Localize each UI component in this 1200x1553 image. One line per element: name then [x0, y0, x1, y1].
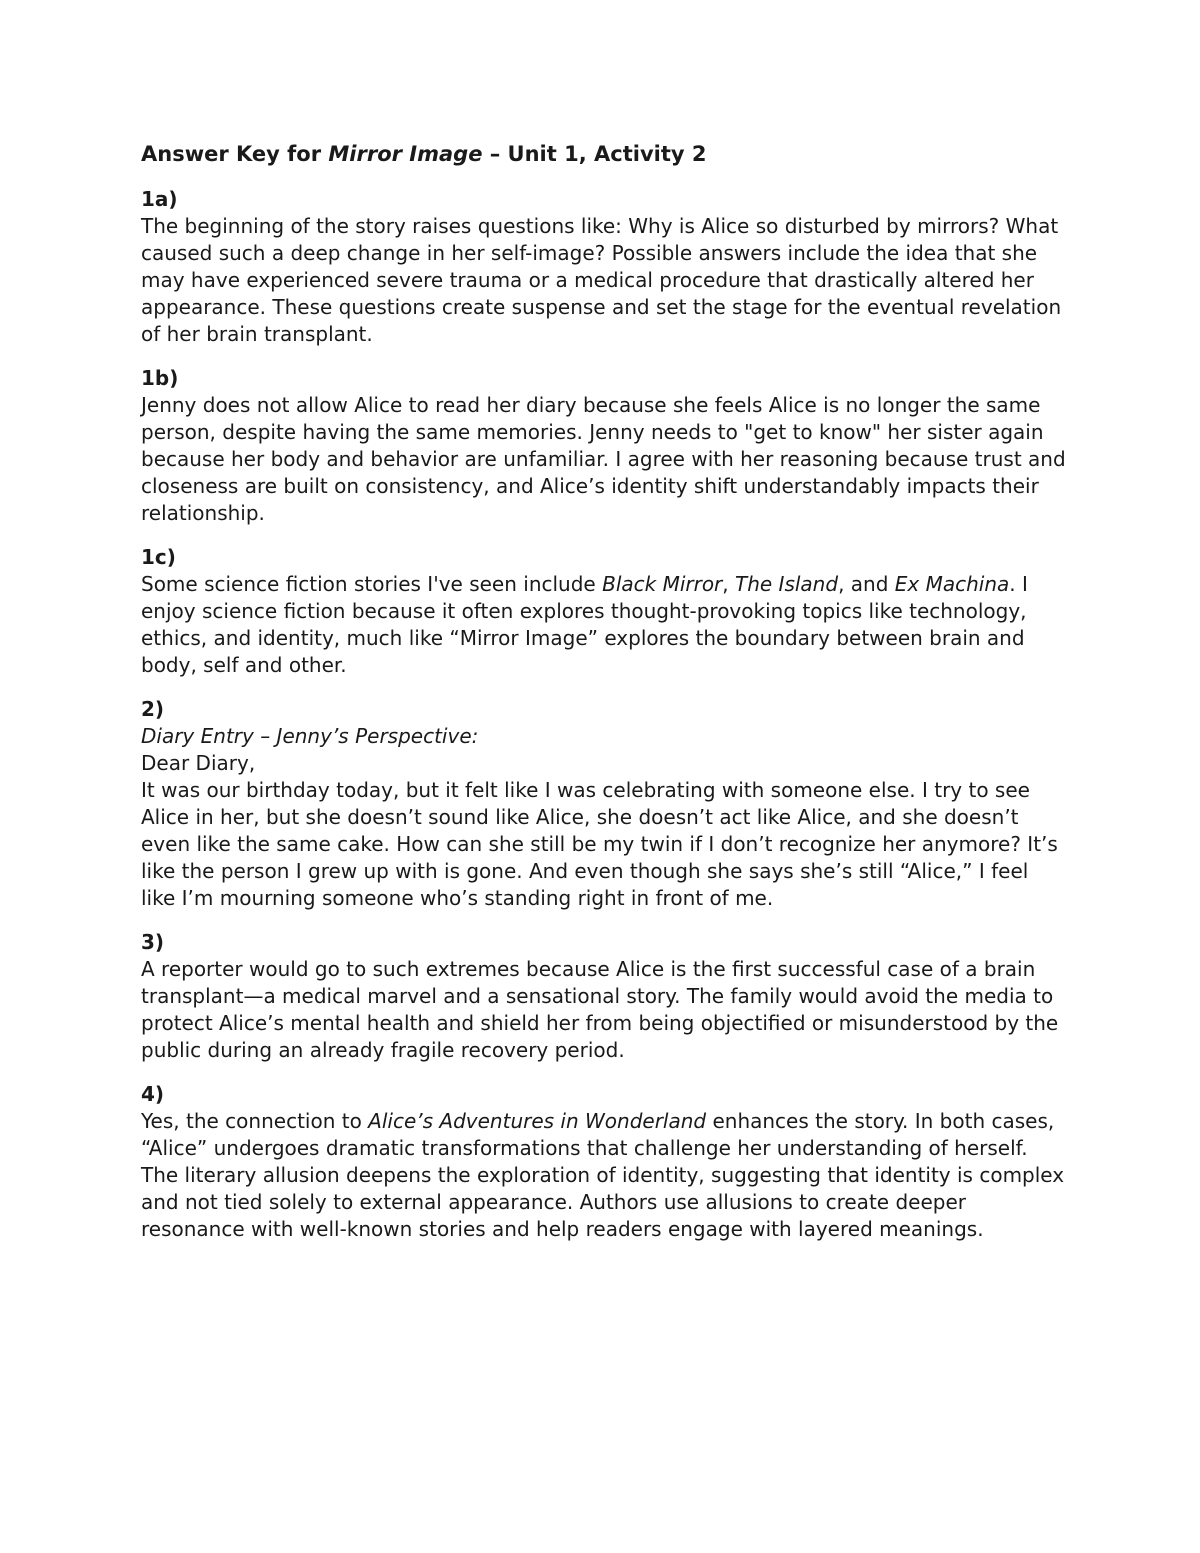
answer-section-1a [141, 186, 1066, 348]
section-label: 3) [141, 930, 165, 954]
answer-section-3 [141, 929, 1066, 1064]
title-suffix: – Unit 1, Activity 2 [482, 142, 707, 166]
section-label: 1b) [141, 366, 179, 390]
answer-text: A reporter would go to such extremes because Alice is the first successful case of a brain transplant—a medical marvel and a sensational story. The family would avoid the media to protect Alice’s mental health and shield her from being objectified or misunderstood by the public during an already fragile recovery period. [141, 957, 1059, 1062]
title-black-mirror: Black Mirror [602, 572, 723, 596]
title-prefix: Answer Key for [141, 142, 329, 166]
diary-greeting: Dear Diary, [141, 751, 256, 775]
answer-text [141, 571, 1066, 679]
answer-text: The beginning of the story raises questions like: Why is Alice so disturbed by mirrors? What caused such a deep change in her self-image? Possible answers include the idea that she may have experienced severe trauma or a medical procedure that drastically altered her appearance. These questions create suspense and set the stage for the eventual revelation of her brain transplant. [141, 214, 1062, 346]
diary-heading: Diary Entry – Jenny’s Perspective: [141, 724, 479, 748]
section-label: 1c) [141, 545, 176, 569]
text-run: . I enjoy science fiction because it often explores thought-provoking topics like technology, ethics, and identity, much like “Mirror Image” explores the boundary between brain and body, self and other. [141, 572, 1028, 677]
title-the-island: The Island [735, 572, 839, 596]
section-label: 2) [141, 697, 165, 721]
title-work: Mirror Image [328, 142, 483, 166]
text-run: Some science fiction stories I've seen include [141, 572, 603, 596]
title-ex-machina: Ex Machina [894, 572, 1010, 596]
answer-section-4 [141, 1081, 1066, 1243]
answer-section-1b [141, 365, 1066, 527]
answer-section-2 [141, 696, 1066, 912]
section-label: 1a) [141, 187, 178, 211]
text-run: , [722, 572, 735, 596]
text-run: , and [838, 572, 895, 596]
title-alices-adventures: Alice’s Adventures in Wonderland [368, 1109, 707, 1133]
document-title [141, 140, 1066, 168]
text-run: enhances the story. In both cases, “Alice” undergoes dramatic transformations that challenge her understanding of herself. The literary allusion deepens the exploration of identity, suggesting that identity is complex and not tied solely to external appearance. Authors use allusions to create deeper resonance with well-known stories and help readers engage with layered meanings. [141, 1109, 1065, 1241]
answer-section-1c [141, 544, 1066, 679]
answer-text [141, 1108, 1066, 1243]
diary-body: It was our birthday today, but it felt like I was celebrating with someone else. I try to see Alice in her, but she doesn’t sound like Alice, she doesn’t act like Alice, and she doesn’t even like the same cake. How can she still be my twin if I don’t recognize her anymore? It’s like the person I grew up with is gone. And even though she says she’s still “Alice,” I feel like I’m mourning someone who’s standing right in front of me. [141, 778, 1058, 910]
text-run: Yes, the connection to [141, 1109, 369, 1133]
document-page [141, 140, 1066, 1260]
answer-text: Jenny does not allow Alice to read her diary because she feels Alice is no longer the same person, despite having the same memories. Jenny needs to "get to know" her sister again because her body and behavior are unfamiliar. I agree with her reasoning because trust and closeness are built on consistency, and Alice’s identity shift understandably impacts their relationship. [141, 393, 1066, 525]
section-label: 4) [141, 1082, 165, 1106]
